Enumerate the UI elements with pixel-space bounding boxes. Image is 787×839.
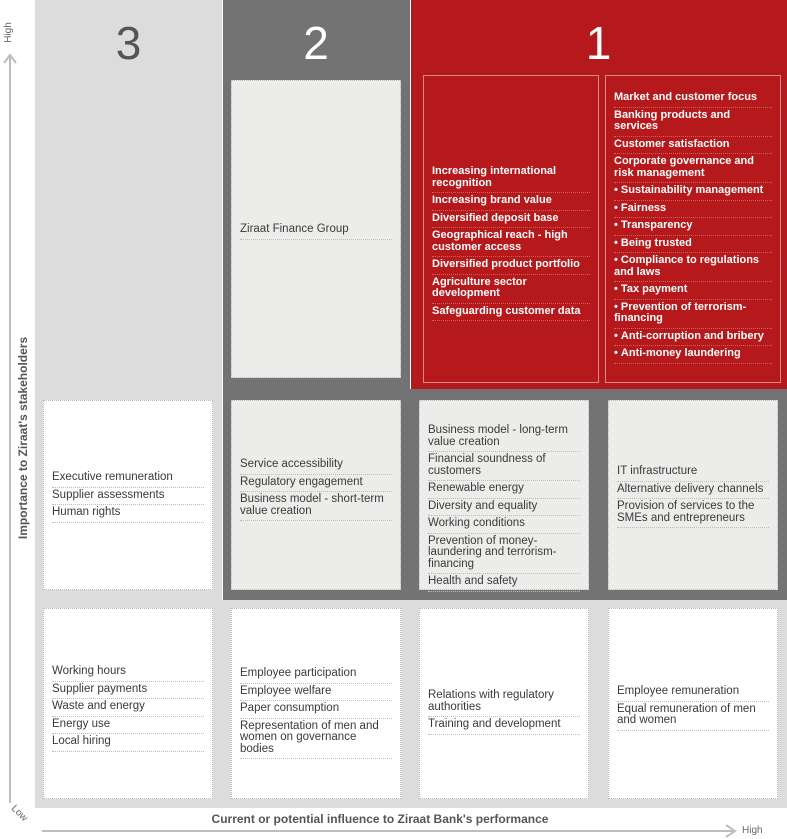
list-item: Employee remuneration <box>617 684 769 702</box>
y-axis-arrowhead <box>4 55 16 63</box>
column-number-1: 1 <box>585 17 612 69</box>
list-item: Working conditions <box>428 516 580 534</box>
list-item: Alternative delivery channels <box>617 482 769 500</box>
list-item: Representation of men and women on governance bodies <box>240 719 392 760</box>
middle-box-c1a <box>419 400 589 590</box>
list-item: Supplier payments <box>52 682 204 700</box>
list-item: Diversified product portfolio <box>432 257 590 275</box>
list-item: Diversity and equality <box>428 499 580 517</box>
list-item: Increasing international recognition <box>432 164 590 193</box>
axis-low-label: Low <box>8 803 30 824</box>
list-item: Ziraat Finance Group <box>240 222 392 240</box>
list-item: • Being trusted <box>614 236 772 254</box>
list-item: Employee welfare <box>240 684 392 702</box>
list-item: Equal remuneration of men and women <box>617 702 769 731</box>
list-item: Financial soundness of customers <box>428 452 580 481</box>
list-item: • Prevention of terrorism-financing <box>614 300 772 329</box>
list-item: • Fairness <box>614 201 772 219</box>
list-item: • Sustainability management <box>614 183 772 201</box>
list-item: Safeguarding customer data <box>432 304 590 322</box>
list-item: Paper consumption <box>240 701 392 719</box>
list-item: Customer satisfaction <box>614 137 772 155</box>
list-item: Human rights <box>52 505 204 523</box>
zone-separator <box>222 0 223 600</box>
list-item: Waste and energy <box>52 699 204 717</box>
x-axis-high-label: High <box>742 825 763 836</box>
list-item: Service accessibility <box>240 457 392 475</box>
list-item: Employee participation <box>240 666 392 684</box>
list-item: Diversified deposit base <box>432 211 590 229</box>
list-item: • Tax payment <box>614 282 772 300</box>
list-item: • Anti-corruption and bribery <box>614 329 772 347</box>
list-item: Regulatory engagement <box>240 475 392 493</box>
list-item: Business model - long-term value creation <box>428 423 580 452</box>
list-item: Supplier assessments <box>52 488 204 506</box>
list-item: Prevention of money-laundering and terrorism-financing <box>428 534 580 575</box>
middle-box-c2 <box>231 400 401 590</box>
bottom-box-c1a <box>419 608 589 799</box>
middle-box-c1b <box>608 400 778 590</box>
list-item: Geographical reach - high customer access <box>432 228 590 257</box>
x-axis-label: Current or potential influence to Ziraat Bank's performance <box>211 812 549 826</box>
list-item: Training and development <box>428 717 580 735</box>
list-item: Working hours <box>52 664 204 682</box>
list-item: Executive remuneration <box>52 470 204 488</box>
list-item: • Compliance to regulations and laws <box>614 253 772 282</box>
priority1-right-box <box>605 75 781 383</box>
list-item: Local hiring <box>52 734 204 752</box>
bottom-box-c2 <box>231 608 401 799</box>
list-item: • Anti-money laundering <box>614 346 772 364</box>
list-item: Increasing brand value <box>432 193 590 211</box>
list-item: Agriculture sector development <box>432 275 590 304</box>
y-axis-high-label: High <box>2 22 14 43</box>
y-axis-label: Importance to Ziraat's stakeholders <box>16 336 30 540</box>
priority2-top-box <box>231 80 401 378</box>
list-item: Renewable energy <box>428 481 580 499</box>
middle-box-c3 <box>43 400 213 590</box>
list-item: Banking products and services <box>614 108 772 137</box>
list-item: Corporate governance and risk management <box>614 154 772 183</box>
bottom-box-c3 <box>43 608 213 799</box>
list-item: Relations with regulatory authorities <box>428 688 580 717</box>
list-item: IT infrastructure <box>617 464 769 482</box>
list-item: Business model - short-term value creation <box>240 492 392 521</box>
list-item: Provision of services to the SMEs and entrepreneurs <box>617 499 769 528</box>
list-item: Market and customer focus <box>614 90 772 108</box>
bottom-box-c1b <box>608 608 778 799</box>
list-item: Health and safety <box>428 574 580 592</box>
priority1-left-box <box>423 75 599 383</box>
list-item: Energy use <box>52 717 204 735</box>
column-number-2: 2 <box>303 17 329 69</box>
list-item: • Transparency <box>614 218 772 236</box>
column-number-3: 3 <box>115 17 142 69</box>
x-axis-arrowhead <box>726 825 735 837</box>
